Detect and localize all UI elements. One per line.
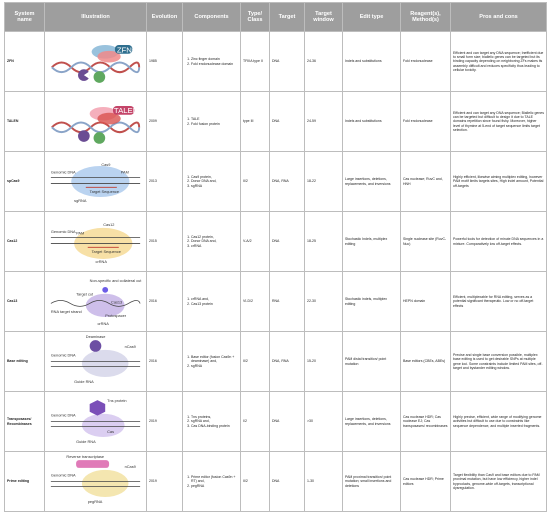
talen-label: TALENs: [113, 106, 143, 116]
type-class: II/2: [241, 152, 270, 212]
sgrna-label: sgRNA: [74, 197, 87, 203]
target: DNA, RNA: [270, 332, 305, 392]
zfn-label: ZFNs: [116, 45, 136, 55]
components-cell: [183, 272, 241, 332]
tns-protein-label: Tns protein: [107, 398, 127, 404]
genomic-dna-label: Genomic DNA: [50, 472, 76, 478]
components-cell: [183, 152, 241, 212]
reagents-methods: Cas nuclease HDR; Cas nuclease EJ; Cas transposases/ recombinases: [401, 392, 451, 452]
ncas9-label: nCas9: [124, 343, 136, 349]
edit-type: Large insertions, deletions, replacements, and inversions: [343, 152, 401, 212]
type-class: II/2: [241, 332, 270, 392]
system-name: Cas13: [5, 272, 45, 332]
components-cell: [183, 332, 241, 392]
components-cell: [183, 92, 241, 152]
guide-rna-label: Guide RNA: [74, 378, 94, 384]
cas9-label: Cas9: [101, 161, 111, 167]
cas12-illustration: [47, 213, 144, 270]
type-class: type III: [241, 92, 270, 152]
table-row-zfn: [5, 32, 547, 92]
reagents-methods: FokI endonuclease: [401, 32, 451, 92]
crrna-label: crRNA: [97, 320, 109, 326]
target-window: 24-36: [305, 32, 343, 92]
illustration-cell: [45, 332, 147, 392]
pros-and-cons: Efficient and can target any DNA sequence; Inefficient due to small form size; biallelic genes can be targeted but its binding capacity depending on neighboring ZFs makes its assembly difficult and reduces specificity thus leading to cellular toxicity.: [451, 32, 547, 92]
components-cell: [183, 392, 241, 452]
type-class: V-A/2: [241, 212, 270, 272]
illustration-cell: [45, 92, 147, 152]
system-name: ZFN: [5, 32, 45, 92]
evolution-year: 2009: [147, 92, 183, 152]
table-row-spcas9: [5, 152, 547, 212]
component-item: 1. Tns proteins,: [191, 415, 238, 419]
component-item: 2. pegRNA: [191, 484, 238, 488]
component-item: 1. Cas12 protein,: [191, 235, 238, 239]
component-item: 1. TALE: [191, 117, 238, 121]
edit-type: Indels and substitutions: [343, 32, 401, 92]
edit-type: PAM distal transition/ point mutation: [343, 332, 401, 392]
pros-and-cons: Highly efficient, likewise aiming multiplex editing, however PAM motif limits targets sites, High indel amount, Potential off-targets: [451, 152, 547, 212]
header-pros-and-cons: Pros and cons: [451, 3, 547, 32]
guide-rna-label: Guide RNA: [76, 438, 96, 444]
type-class: VI-D/2: [241, 272, 270, 332]
evolution-year: 2013: [147, 152, 183, 212]
evolution-year: 2016: [147, 332, 183, 392]
reagents-methods: Single nuclease site (RuvC-Nuc): [401, 212, 451, 272]
target-window: 1-30: [305, 452, 343, 512]
target: DNA: [270, 452, 305, 512]
system-name: Base editing: [5, 332, 45, 392]
target-cut-label: Target cut: [76, 291, 94, 297]
reagents-methods: Base editors (CBEs, ABEs): [401, 332, 451, 392]
header-illustration: Illustration: [45, 3, 147, 32]
cas13-label: Cas13: [111, 299, 123, 305]
component-item: 3. crRNA: [191, 244, 238, 248]
spcas9-illustration: [47, 153, 144, 210]
genomic-dna-label: Genomic DNA: [50, 412, 76, 418]
reagents-methods: FokI endonuclease: [401, 92, 451, 152]
illustration-cell: [45, 212, 147, 272]
component-item: 3. Cas DNA-binding protein: [191, 424, 238, 428]
ncas9-label: nCas9: [124, 463, 136, 469]
genomic-dna-label: Genomic DNA: [50, 228, 76, 234]
pam-label: PAM: [120, 169, 129, 175]
rna-target-label: RNA target strand: [50, 309, 82, 315]
system-name: Prime editing: [5, 452, 45, 512]
reverse-transcriptase-label: Reverse transcriptase: [66, 454, 105, 460]
type-class: I/2: [241, 392, 270, 452]
target-window: >30: [305, 392, 343, 452]
target: DNA, RNA: [270, 152, 305, 212]
system-name: TALEN: [5, 92, 45, 152]
header-components: Components: [183, 3, 241, 32]
deaminase-label: Deaminase: [85, 334, 106, 340]
component-item: 1. Zinc finger domain: [191, 57, 238, 61]
component-item: 1. Prime editor (fusion Cas9n + RT) and,: [191, 475, 238, 484]
target-window: 18-25: [305, 212, 343, 272]
component-item: 2. sgRNA: [191, 364, 238, 368]
evolution-year: 2016: [147, 272, 183, 332]
pam-label: PAM: [76, 230, 85, 236]
genomic-dna-label: Genomic DNA: [50, 352, 76, 358]
edit-type: Stochastic Indels, multiplex editing: [343, 212, 401, 272]
pros-and-cons: Efficient and can target any DNA sequence; Biallelic genes can be targeted but difficult to design it due to TALE domains repetition since found fishy. Moreover, higher level of thymine at 5-end of target sequence limits target selection.: [451, 92, 547, 152]
header-target: Target: [270, 3, 305, 32]
component-item: 1. crRNA and,: [191, 297, 238, 301]
component-item: 2. Donor DNA and,: [191, 239, 238, 243]
component-item: 2. FokI endonuclease domain: [191, 62, 238, 66]
cas13-illustration: [47, 273, 144, 330]
target: DNA: [270, 32, 305, 92]
illustration-cell: [45, 272, 147, 332]
transposases-illustration: [47, 393, 144, 450]
pros-and-cons: Efficient, multiplexable for RNA editing, serves as a potential significant therapeutic. Low or no off-target effects: [451, 272, 547, 332]
edit-type: PAM proximal transition/ point mutation; small insertions and deletions: [343, 452, 401, 512]
component-item: 2. FokI fusion protein: [191, 122, 238, 126]
illustration-cell: [45, 32, 147, 92]
component-item: 2. Cas13 protein: [191, 302, 238, 306]
crrna-label: crRNA: [95, 258, 107, 264]
target: DNA: [270, 92, 305, 152]
pros-and-cons: Highly precise, efficient, wide range of modifying genome activities but difficult to use due to constraints like sequence dependence, and multiple inserted fragments.: [451, 392, 547, 452]
header-row: [5, 3, 547, 32]
type-class: II/2: [241, 452, 270, 512]
cas12-label: Cas12: [103, 221, 115, 227]
components-cell: [183, 452, 241, 512]
target-window: 18-22: [305, 152, 343, 212]
zfn-illustration: [47, 33, 144, 90]
edit-type: Indels and substitutions: [343, 92, 401, 152]
table-row-cas13: [5, 272, 547, 332]
prime-editing-illustration: [47, 453, 144, 510]
component-item: 1. Base editor (fusion Cas9n + deaminase) and,: [191, 355, 238, 364]
pegrna-label: pegRNA: [87, 498, 103, 504]
table-row-base-editing: [5, 332, 547, 392]
evolution-year: 2019: [147, 392, 183, 452]
evolution-year: 2015: [147, 212, 183, 272]
header-type-class: Type/ Class: [241, 3, 270, 32]
type-class: TFIIIA type II: [241, 32, 270, 92]
table-row-cas12: [5, 212, 547, 272]
components-cell: [183, 212, 241, 272]
target-window: 22-30: [305, 272, 343, 332]
illustration-cell: [45, 452, 147, 512]
components-cell: [183, 32, 241, 92]
genomic-dna-label: Genomic DNA: [50, 169, 76, 175]
header-reagents-methods: Reagent(s), Method(s): [401, 3, 451, 32]
collateral-cut-label: Non-specific and collateral cut: [89, 278, 142, 284]
pros-and-cons: Target flexibility than Cas9 and base editors due to PAM proximal mutation, but have low efficiency, higher indel byproducts, genome-wide off-targets, transcriptional dysregulation.: [451, 452, 547, 512]
pros-and-cons: Powerful tools for detection of minute DNA sequences in a mixture. Comparatively low off-target effects.: [451, 212, 547, 272]
illustration-cell: [45, 152, 147, 212]
system-name: spCas9: [5, 152, 45, 212]
edit-type: Stochastic indels, multiplex editing: [343, 272, 401, 332]
target: DNA: [270, 392, 305, 452]
header-system-name: System name: [5, 3, 45, 32]
talen-illustration: [47, 93, 144, 150]
target: RNA: [270, 272, 305, 332]
evolution-year: 2019: [147, 452, 183, 512]
table-row-talen: [5, 92, 547, 152]
system-name: Cas12: [5, 212, 45, 272]
header-evolution: Evolution: [147, 3, 183, 32]
target: DNA: [270, 212, 305, 272]
table-row-prime-editing: [5, 452, 547, 512]
reagents-methods: HEPN domain: [401, 272, 451, 332]
reagents-methods: Cas nuclease; RuvC and, HNH: [401, 152, 451, 212]
evolution-year: 1985: [147, 32, 183, 92]
header-edit-type: Edit type: [343, 3, 401, 32]
crispr-comparison-table: [4, 2, 547, 512]
target-sequence-label: Target Sequence: [89, 189, 119, 195]
component-item: 3. sgRNA: [191, 184, 238, 188]
illustration-cell: [45, 392, 147, 452]
edit-type: Large insertions, deletions, replacements, and inversions: [343, 392, 401, 452]
header-target-window: Target window: [305, 3, 343, 32]
protospacer-label: Protospacer: [105, 313, 127, 319]
component-item: 2. sgRNA and,: [191, 419, 238, 423]
component-item: 2. Donor DNA and,: [191, 179, 238, 183]
cas-label: Cas: [107, 429, 115, 435]
system-name: Transposases/ Recombinases: [5, 392, 45, 452]
base-editing-illustration: [47, 333, 144, 390]
component-item: 1. Cas9 protein,: [191, 175, 238, 179]
target-sequence-label: Target Sequence: [91, 249, 121, 255]
reagents-methods: Cas nuclease HDR; Prime editors: [401, 452, 451, 512]
pros-and-cons: Precise and single base conversion possible, multiplex base editing is used to get desirable SNPs at multiple gene loci. Some constraints include limited PAM sites, off-target and bystander editing window.: [451, 332, 547, 392]
target-window: 24-59: [305, 92, 343, 152]
table-row-transposases: [5, 392, 547, 452]
target-window: 15-20: [305, 332, 343, 392]
